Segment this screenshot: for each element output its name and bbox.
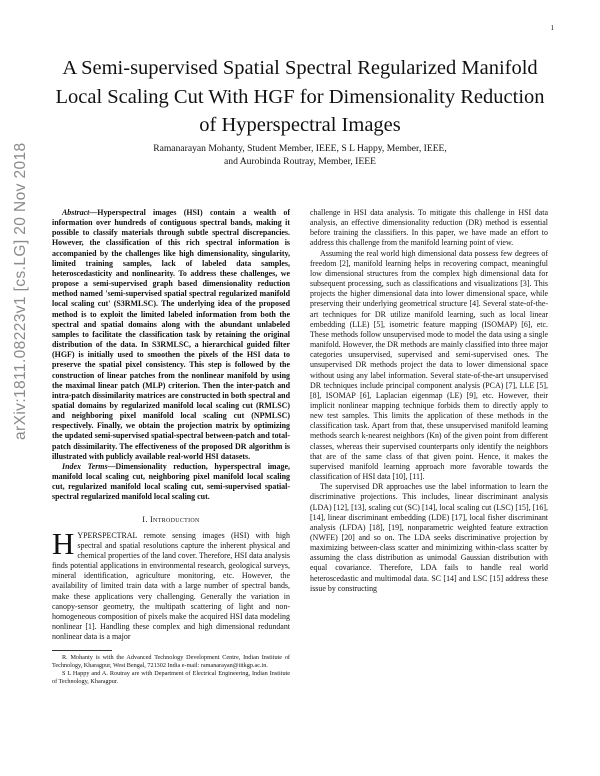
intro-lead-word: YPERSPECTRAL bbox=[77, 530, 138, 540]
abstract bbox=[52, 208, 290, 462]
body-paragraph-manifold-learning: Assuming the real world high dimensional data possess few degrees of freedom [2], manifold learning helps in recovering compact, meaningful low dimensional structures from the complex high dimensional data for subsequent processing, such as classifications and visualizations [3]. This projects the higher dimensional data into lower dimensional space, while preserving their underlying geometrical structure [4]. Several state-of-the-art techniques for DR utilize manifold learning, such as local linear embedding (LLE) [5], isometric feature mapping (ISOMAP) [6], etc. These methods follow unsupervised mode to model the data using a single manifold. However, the DR methods are mainly classified into three major categories unsupervised, supervised and semi-supervised ones. The unsupervised DR methods project the data to lower dimensional space without using any label information. Several state-of-the-art unsupervised DR techniques include principal component analysis (PCA) [7], LLE [5], [8], ISOMAP [6], Laplacian eigenmap (LE) [9], etc. However, their implicit nonlinear mapping technique forbids them to directly apply to new test samples. This limits the application of these methods in the classification task. Apart from that, these unsupervised manifold learning methods search k-nearest neighbors (Kn) of the given point from different classes, whereas their supervised counterparts only identify the neighbors that are of the same class of that given point. Hence, it makes the supervised manifold learning approach more favorable towards the classification of HSI data [10], [11]. bbox=[310, 248, 548, 482]
body-paragraph-supervised-dr: The supervised DR approaches use the label information to learn the discriminative projections. This includes, linear discriminant analysis (LDA) [12], [13], scaling cut (SC) [14], local scaling cut (LSC) [15], [16], [14], linear discriminant embedding (LDE) [17], local fisher discriminant analysis (LFDA) [18], [19], nonparametric weighted feature extraction (NWFE) [20] and so on. The LDA seeks discriminative projection by maximizing between-class scatter and minimizing within-class scatter by assuming the class distribution as unimodal Gaussian distribution with equal covariance. Therefore, LDA fails to handle real world heteroscedastic and multimodal data. SC [14] and LSC [15] address these issue by constructing bbox=[310, 482, 548, 593]
index-terms-text: —Dimensionality reduction, hyperspectral image, manifold local scaling cut, neighboring pixel manifold local scaling cut, regularized manifold local scaling cut, semi-supervised spatial-spectral regularized manifold local scaling cut. bbox=[52, 461, 290, 502]
footnote-affiliation-2: S L Happy and A. Routray are with Department of Electrical Engineering, Indian Institute of Technology, Kharagpur. bbox=[52, 670, 290, 685]
intro-paragraph bbox=[52, 525, 290, 643]
page-number: 1 bbox=[550, 24, 554, 32]
arxiv-identifier-stamp[interactable]: arXiv:1811.08223v1 [cs.LG] 20 Nov 2018 bbox=[12, 142, 29, 440]
intro-text: remote sensing images (HSI) with high spectral and spatial resolutions capture the inherent physical and chemical properties of the land cover. Therefore, HSI data analysis finds potential applications in environmental research, geological surveys, mineral identification, agriculture monitoring, etc. However, the availability of limited train data with a large number of spectral bands, make these applications very challenging. Generally the variation in canopy-sensor geometry, the multipath scattering of light and non-homogeneous composition of pixels make the acquired HSI data modeling nonlinear [1]. Handling these complex and high dimensional redundant nonlinear data is a major bbox=[52, 530, 290, 642]
right-column bbox=[310, 208, 548, 594]
section-heading-introduction: I. Introduction bbox=[142, 514, 200, 524]
body-paragraph-continued: challenge in HSI data analysis. To mitigate this challenge in HSI data analysis, an effective dimensionality reduction (DR) method is essential before training the classifiers. In this paper, we have made an effort to address this challenge from the manifold learning point of view. bbox=[310, 208, 548, 248]
abstract-label: Abstract bbox=[62, 208, 90, 217]
author-list bbox=[50, 142, 550, 168]
author-line-2: and Aurobinda Routray, Member, IEEE bbox=[224, 156, 376, 167]
drop-cap: H bbox=[52, 525, 75, 561]
abstract-text: —Hyperspectral images (HSI) contain a wealth of information over hundreds of contiguous spectral bands, making it possible to classify materials through subtle spectral discrepancies. However, the classification of this rich spectral information is accompanied by the challenges like high dimensionality, singularity, limited training samples, lack of labeled data samples, heteroscedasticity and nonlinearity. To address these challenges, we propose a semi-supervised graph based dimensionality reduction method named 'semi-supervised spatial spectral regularized manifold local scaling cut' (S3RMLSC). The underlying idea of the proposed method is to exploit the limited labeled information from both the spectral and spatial domains along with the abundant unlabeled samples to facilitate the classification task by retaining the original distribution of the data. In S3RMLSC, a hierarchical guided filter (HGF) is initially used to smoothen the pixels of the HSI data to preserve the spatial pixel consistency. This step is followed by the construction of linear patches from the nonlinear manifold by using the maximal linear patch (MLP) criterion. Then the inter-patch and intra-patch dissimilarity matrices are constructed in both spectral and spatial domains by regularized manifold local scaling cut (RMLSC) and neighboring pixel manifold local scaling cut (NPMLSC) respectively. Finally, we obtain the projection matrix by optimizing the updated semi-supervised spatial-spectral between-patch and total-patch dissimilarity. The effectiveness of the proposed DR algorithm is illustrated with publicly available real-world HSI datasets. bbox=[52, 208, 290, 461]
footnote-affiliation-1: R. Mohanty is with the Advanced Technology Development Centre, Indian Institute of Technology, Kharagpur, West Bengal, 721302 India e-mail: ramanarayan@iitkgp.ac.in. bbox=[52, 654, 290, 670]
paper-title: A Semi-supervised Spatial Spectral Regularized Manifold Local Scaling Cut With HGF for Dimensionality Reduction of Hyperspectral Images bbox=[55, 57, 545, 136]
author-line-1: Ramanarayan Mohanty, Student Member, IEEE, S L Happy, Member, IEEE, bbox=[153, 143, 447, 154]
index-terms bbox=[52, 462, 290, 503]
index-terms-label: Index Terms bbox=[62, 461, 108, 471]
footnote-divider bbox=[52, 650, 112, 651]
left-column bbox=[52, 208, 290, 686]
